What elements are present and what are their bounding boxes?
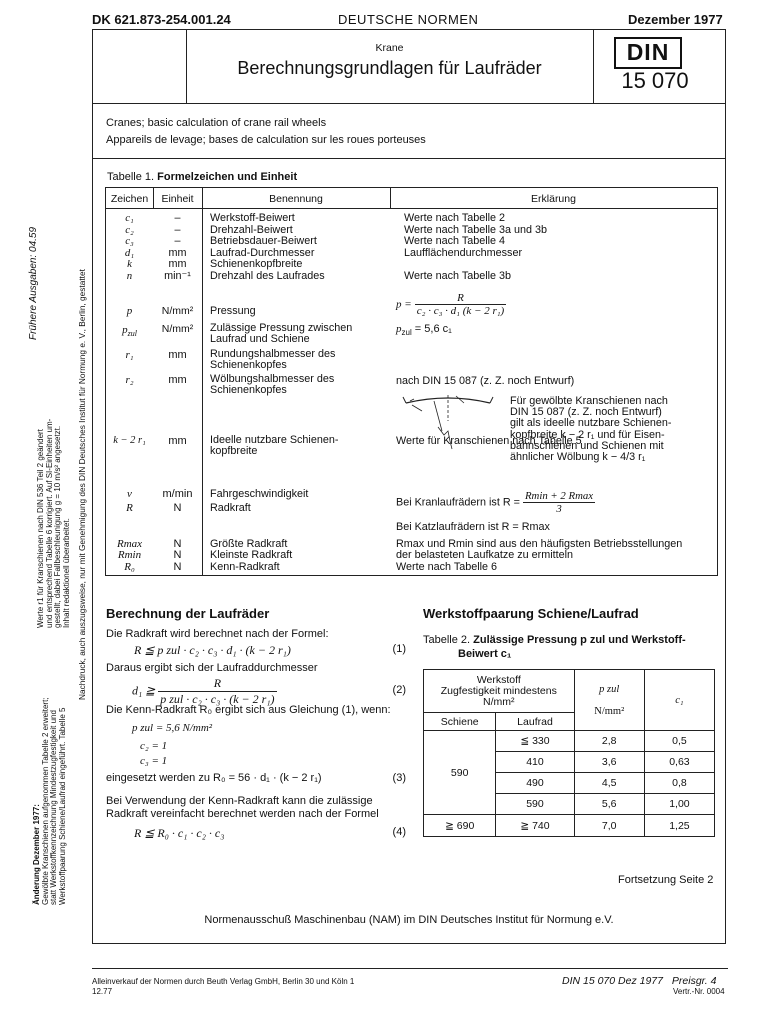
symbol-subscript: zul [127, 329, 137, 339]
cell-name: Radkraft [210, 502, 251, 514]
cell-symbol: c₂ [125, 223, 134, 236]
name-line: kopfbreite [210, 445, 258, 457]
table1-header-einheit: Einheit [161, 193, 194, 205]
vertrieb-number: Vertr.-Nr. 0004 [673, 987, 725, 996]
calc-intro: Die Radkraft wird berechnet nach der Formel: [106, 628, 329, 640]
cell-pzul: 5,6 [574, 794, 644, 815]
header-pzul [574, 670, 644, 731]
cell-symbol: k [127, 258, 132, 270]
formula-denominator: c₂ · c₃ · d₁ (k − 2 r₁) [416, 305, 505, 317]
cell-symbol [106, 324, 153, 338]
cell-symbol: c₁ [125, 212, 134, 224]
name-line: Schienenkopfes [210, 384, 287, 396]
change-note-line: Inhalt redaktionell überarbeitet. [61, 518, 71, 628]
cell-pzul: 7,0 [574, 815, 644, 837]
table-row [424, 815, 715, 837]
change-note-line: Werkstoffpaarung Schiene/Laufrad eingeführt. Tabelle 5 [57, 707, 67, 905]
cell-name: Betriebsdauer-Beiwert [210, 235, 317, 247]
cell-pzul: 2,8 [574, 731, 644, 752]
formula-denominator: 3 [556, 503, 562, 515]
calc-heading: Berechnung der Laufräder [106, 606, 270, 621]
table1 [105, 187, 718, 576]
symbol-base: p [122, 324, 128, 336]
header-line: N/mm² [483, 695, 515, 708]
table2 [423, 669, 715, 837]
din-logo [614, 37, 682, 69]
header-laufrad: Laufrad [496, 713, 574, 731]
symbol-subscript: zul [401, 328, 412, 338]
table2-caption [423, 633, 686, 661]
formula-lhs: p = [396, 298, 412, 311]
cell-unit: m/min [162, 488, 193, 500]
cell-explanation: Werte für Kranschienen nach Tabelle 5 [396, 435, 582, 447]
convex-rail-note [510, 396, 671, 463]
cell-name: Kleinste Radkraft [210, 549, 293, 561]
cell-unit: N/mm² [161, 323, 194, 335]
cell-explanation: Laufflächendurchmesser [404, 246, 523, 259]
cell-unit: mm [168, 374, 187, 386]
cell-c1: 1,25 [644, 815, 714, 837]
note-line: bahnschienen und Schienen mit [510, 439, 664, 452]
trolley-wheel-force: Bei Katzlaufrädern ist R = Rmax [396, 521, 550, 533]
condition-c3: c₃ = 1 [140, 755, 168, 767]
pzul-value: = 5,6 c₁ [414, 323, 452, 335]
cell-symbol: r₁ [125, 349, 134, 361]
issue-date: Dezember 1977 [628, 12, 723, 27]
print-code: 12.77 [92, 987, 113, 996]
dk-number: DK 621.873-254.001.24 [92, 12, 231, 27]
publisher-note: Alleinverkauf der Normen durch Beuth Verlag GmbH, Berlin 30 und Köln 1 [92, 977, 355, 986]
equation-1: R ≦ p zul · c₂ · c₃ · d₁ · (k − 2 r₁) [134, 643, 291, 657]
header-schiene: Schiene [424, 713, 496, 731]
crane-wheel-force-formula [396, 490, 595, 515]
cell-symbol: d₁ [124, 246, 135, 259]
formula-fraction [523, 490, 595, 515]
table1-header-benennung: Benennung [269, 193, 323, 205]
cell-unit: N [173, 538, 182, 550]
name-line: Rundungshalbmesser des [210, 348, 336, 360]
cell-explanation: Werte nach Tabelle 3a und 3b [404, 223, 548, 236]
header-line: Zugfestigkeit mindestens [440, 684, 557, 697]
translation-fr: Appareils de levage; bases de calculation sur les roues porteuses [106, 134, 426, 146]
cell-symbol: R₀ [124, 561, 135, 573]
cell-symbol: p [126, 305, 133, 317]
cell-c1: 0,8 [644, 773, 714, 794]
cell-name: Pressung [210, 305, 256, 317]
equation-4-number: (4) [392, 826, 406, 838]
table2-caption-title: Zulässige Pressung p zul und Werkstoff- [473, 634, 686, 646]
equation-3: eingesetzt werden zu R₀ = 56 · d₁ · (k − 2 r₁) [106, 772, 322, 784]
cell-pzul: 4,5 [574, 773, 644, 794]
header-c1: c₁ [644, 670, 714, 731]
table1-header-zeichen: Zeichen [110, 193, 149, 205]
cell-c1: 0,5 [644, 731, 714, 752]
cell-name: Größte Radkraft [210, 538, 288, 550]
group-header [424, 670, 575, 713]
table2-caption-prefix: Tabelle 2. [423, 634, 471, 646]
committee-line: Normenausschuß Maschinenbau (NAM) im DIN Deutsches Institut für Normung e.V. [204, 914, 614, 926]
cell-explanation [398, 259, 717, 271]
cell-unit: N/mm² [161, 305, 194, 317]
pressure-formula [396, 292, 506, 317]
formula-fraction [415, 292, 506, 317]
cell-explanation: Werte nach Tabelle 6 [396, 561, 498, 573]
din-logo-text: DIN [626, 39, 670, 65]
cell-laufrad: ≦ 330 [496, 731, 574, 752]
condition-c2: c₂ = 1 [140, 740, 168, 752]
formula-fraction [158, 676, 276, 707]
text-line: Bei Verwendung der Kenn-Radkraft kann die zulässige [106, 795, 373, 807]
equation-3-number: (3) [392, 772, 406, 784]
cell-name: Kenn-Radkraft [210, 561, 280, 573]
cell-symbol: v [127, 488, 132, 500]
cell-laufrad: 590 [496, 794, 574, 815]
change-note-line: Gewölbte Kranschienen aufgenommen Tabelle 2 erweitert; [40, 697, 50, 905]
cell-unit: – [174, 235, 181, 247]
name-line: Ideelle nutzbare Schienen- [210, 434, 339, 446]
change-note-heading: Änderung Dezember 1977: [32, 804, 41, 905]
cell-unit: N [173, 561, 182, 573]
translation-en: Cranes; basic calculation of crane rail wheels [106, 117, 327, 129]
note-line: kopfbreite k − 2 r₁ und für Eisen- [510, 428, 665, 441]
cell-name [210, 435, 338, 457]
cell-name: Drehzahl des Laufrades [210, 269, 325, 282]
table-row [106, 213, 717, 225]
din-ref-text: DIN 15 070 Dez 1977 [562, 975, 663, 987]
cell-symbol: Rmax [116, 538, 143, 550]
cell-name [210, 349, 335, 371]
change-notes-b [33, 697, 67, 905]
change-note-line: Werte r1 für Kranschienen nach DIN 536 Teil 2 geändert [36, 429, 45, 628]
price-group: Preisgr. 4 [671, 975, 717, 987]
cell-c1: 0,63 [644, 752, 714, 773]
formula-denominator: p zul · c₂ · c₃ · (k − 2 r₁) [160, 692, 275, 706]
calc-text2: Daraus ergibt sich der Laufraddurchmesser [106, 662, 318, 674]
header-line: Werkstoff [476, 673, 521, 686]
table1-caption [107, 171, 297, 183]
cell-laufrad: ≧ 740 [496, 815, 574, 837]
cell-laufrad: 410 [496, 752, 574, 773]
header-symbol: p zul [599, 683, 620, 695]
cell-explanation: Werte nach Tabelle 3b [404, 269, 512, 282]
cell-name: Laufrad-Durchmesser [210, 246, 315, 259]
cell-name [210, 374, 334, 396]
cell-explanation: Werte nach Tabelle 2 [404, 212, 506, 224]
cell-symbol: R [126, 502, 133, 514]
text-line: Radkraft vereinfacht berechnet werden nach der Formel [106, 808, 379, 820]
earlier-editions: Frühere Ausgaben: 04.59 [28, 226, 39, 340]
table2-caption-title-2: Beiwert c₁ [458, 648, 512, 660]
cell-symbol: n [126, 269, 133, 282]
cell-unit: N [173, 502, 182, 514]
cell-explanation: Rmax und Rmin sind aus den häufigsten Betriebsstellungen [396, 538, 683, 550]
change-notes-a [37, 419, 71, 628]
table1-caption-prefix: Tabelle 1. [107, 171, 155, 183]
equation-1-number: (1) [392, 643, 406, 655]
cell-laufrad: 490 [496, 773, 574, 794]
cell-symbol: Rmin [117, 549, 142, 561]
table-row [424, 670, 715, 713]
cell-explanation: der belasteten Laufkatze zu ermitteln [396, 549, 574, 561]
note-line: DIN 15 087 (z. Z. noch Entwurf) [510, 406, 662, 419]
formula-text: Bei Kranlaufrädern ist R = [396, 496, 520, 509]
table-row [424, 731, 715, 752]
calc-section [106, 606, 406, 846]
equation-2-number: (2) [392, 684, 406, 696]
series-title: DEUTSCHE NORMEN [338, 12, 479, 27]
document-title: Berechnungsgrundlagen für Laufräder [237, 58, 542, 78]
continuation-note: Fortsetzung Seite 2 [618, 874, 714, 886]
name-line: Zulässige Pressung zwischen [210, 322, 353, 334]
note-line: ähnlicher Wölbung k − 4/3 r₁ [510, 451, 646, 464]
cell-name: Fahrgeschwindigkeit [210, 488, 309, 500]
change-note-line: statt Werkstoffkennzeichnung Mindestzugfestigkeit und [49, 710, 58, 905]
calc-text4 [106, 795, 379, 821]
cell-unit: mm [168, 246, 187, 259]
cell-explanation: nach DIN 15 087 (z. Z. noch Entwurf) [396, 375, 575, 387]
change-note-line: gestellt, dabei Fallbeschleunigung g = 10 m/s² angesetzt. [53, 425, 62, 628]
cell-explanation: Werte nach Tabelle 4 [404, 235, 506, 247]
note-line: gilt als ideelle nutzbare Schienen- [510, 417, 672, 430]
equation-2 [132, 676, 277, 707]
cell-symbol: c₃ [125, 235, 134, 247]
cell-symbol: r₂ [125, 374, 134, 386]
table1-caption-title: Formelzeichen und Einheit [157, 171, 298, 183]
cell-unit: – [174, 223, 181, 236]
condition-pzul: p zul = 5,6 N/mm² [132, 722, 213, 734]
cell-name: Werkstoff-Beiwert [210, 212, 295, 224]
header-unit: N/mm² [594, 705, 625, 717]
din-reference [562, 975, 716, 987]
table-row [106, 236, 717, 248]
cell-unit: mm [168, 435, 187, 447]
cell-name: Schienenkopfbreite [210, 258, 303, 270]
cell-schiene: ≧ 690 [424, 815, 496, 837]
table1-header-erklaerung: Erklärung [531, 193, 576, 205]
cell-pzul: 3,6 [574, 752, 644, 773]
table-row [106, 271, 717, 283]
cell-unit: min⁻¹ [164, 269, 191, 282]
cell-unit: – [174, 212, 181, 224]
table-row [106, 259, 717, 271]
formula-numerator: Rmin + 2 Rmax [524, 490, 594, 502]
cell-explanation [396, 323, 452, 337]
cell-unit: N [173, 549, 182, 561]
cell-name: Drehzahl-Beiwert [210, 223, 293, 236]
name-line: Schienenkopfes [210, 359, 287, 371]
table-row [106, 248, 717, 260]
name-line: Wölbungshalbmesser des [210, 373, 335, 385]
change-note-line: und entsprechend Tabelle 6 korrigiert. Auf SI-Einheiten um- [44, 418, 54, 628]
formula-lhs: d₁ ≧ [132, 683, 156, 698]
din-number: 15 070 [621, 68, 689, 93]
subject: Krane [375, 42, 404, 54]
cell-unit: mm [168, 258, 187, 270]
cell-name [210, 323, 352, 345]
calc-text3: Die Kenn-Radkraft R₀ ergibt sich aus Gleichung (1), wenn: [106, 704, 391, 716]
formula-numerator: R [415, 292, 506, 305]
table1-body [106, 213, 717, 282]
cell-unit: mm [168, 349, 187, 361]
formula-numerator: R [158, 676, 276, 692]
reprint-notice: Nachdruck, auch auszugsweise, nur mit Genehmigung des DIN Deutsches Institut für Normung e. V., Berlin, gestattet [77, 269, 87, 700]
note-line: Für gewölbte Kranschienen nach [510, 395, 668, 407]
pairing-heading: Werkstoffpaarung Schiene/Laufrad [423, 606, 639, 621]
cell-schiene: 590 [424, 731, 496, 815]
symbol-base: p [396, 323, 402, 335]
cell-symbol: k − 2 r₁ [113, 435, 146, 446]
equation-4: R ≦ R₀ · c₁ · c₂ · c₃ [134, 826, 225, 840]
cell-c1: 1,00 [644, 794, 714, 815]
name-line: Laufrad und Schiene [210, 333, 310, 345]
